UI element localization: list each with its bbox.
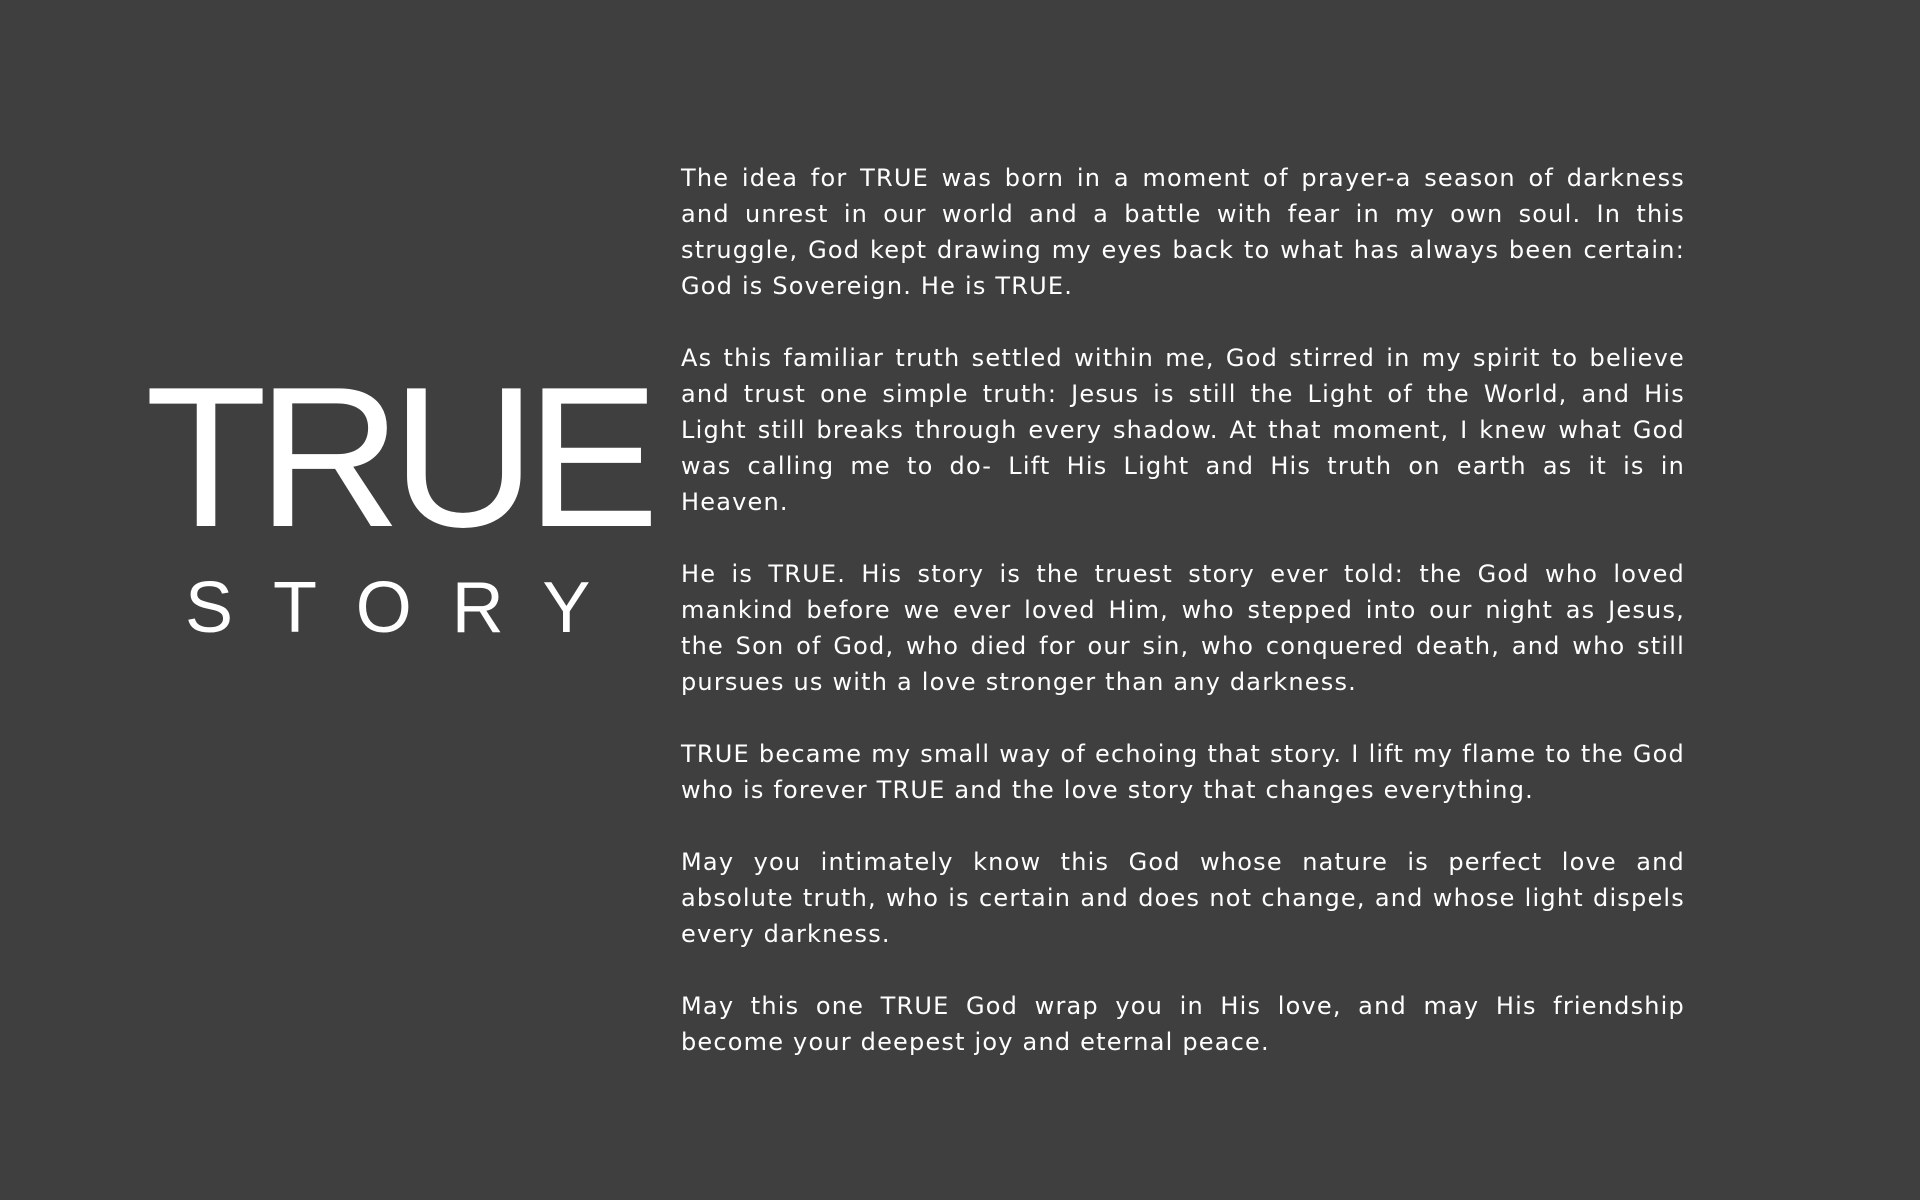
story-paragraph-4: TRUE became my small way of echoing that story. I lift my flame to the God who is forever TRUE and the love story that changes everything.: [681, 740, 1685, 804]
story-text: [681, 160, 1685, 1096]
story-paragraph-3: He is TRUE. His story is the truest story ever told: the God who loved mankind before we ever loved Him, who stepped into our night as Jesus, the Son of God, who died for our sin, who conquered death, and who still pursues us with a love stronger than any darkness.: [681, 560, 1685, 696]
title-true: TRUE: [145, 346, 650, 569]
title-block: [145, 346, 650, 648]
story-paragraph-1: The idea for TRUE was born in a moment of prayer-a season of darkness and unrest in our world and a battle with fear in my own soul. In this struggle, God kept drawing my eyes back to what has always been certain: God is Sovereign. He is TRUE.: [681, 164, 1685, 300]
story-paragraph-6: May this one TRUE God wrap you in His love, and may His friendship become your deepest joy and eternal peace.: [681, 992, 1685, 1056]
title-story: STORY: [185, 568, 631, 648]
story-paragraph-5: May you intimately know this God whose nature is perfect love and absolute truth, who is certain and does not change, and whose light dispels every darkness.: [681, 848, 1685, 948]
story-paragraph-2: As this familiar truth settled within me, God stirred in my spirit to believe and trust one simple truth: Jesus is still the Light of the World, and His Light still breaks through every shadow. At that moment, I knew what God was calling me to do- Lift His Light and His truth on earth as it is in Heaven.: [681, 344, 1685, 516]
